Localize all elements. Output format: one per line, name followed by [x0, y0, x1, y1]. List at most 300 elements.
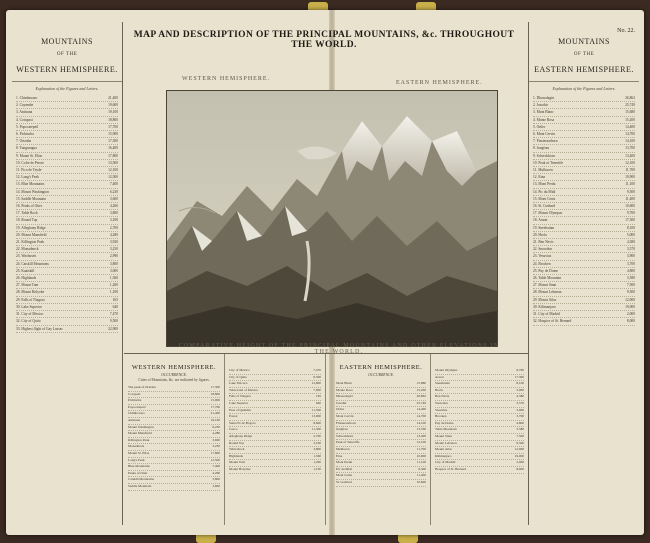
list-item [16, 289, 118, 296]
list-item [533, 246, 635, 253]
eastern-table-rows [332, 381, 430, 487]
mountain-height: 17,300 [514, 374, 524, 379]
mountain-height: 11,500 [311, 407, 321, 412]
mountain-height: 9,500 [516, 440, 524, 445]
mountain-name: St. Gothard [336, 479, 352, 484]
mountain-height: 14,700 [625, 132, 635, 137]
mountain-name: 32. Hospice of St. Bernard [533, 319, 572, 324]
mountain-name: Sneehattan [435, 381, 450, 386]
mountain-name: Santa Fe de Bogota [229, 420, 256, 425]
mountain-height: 26,862 [416, 394, 426, 399]
mountain-name: 6. Pichincha [16, 132, 34, 137]
mountain-name: 31. City of Mexico [16, 312, 44, 317]
right-title-line1: MOUNTAINS [558, 37, 610, 46]
mountain-height: 3,700 [516, 414, 524, 419]
list-item [128, 477, 220, 484]
eastern-table-title: EASTERN HEMISPHERE. [339, 364, 423, 371]
mountain-height: 4,800 [626, 268, 635, 273]
mountain-name: 29. Falls of Niagara [16, 297, 45, 302]
mountain-height: 13,000 [311, 414, 321, 419]
mountain-height: 10,900 [416, 453, 426, 458]
mountain-height: 17,300 [108, 139, 118, 144]
list-item [16, 95, 118, 102]
mountain-name: Monte Rosa [336, 387, 353, 392]
mountain-height: 8,600 [313, 420, 321, 425]
mountain-name: Mont Blanc [336, 381, 353, 385]
list-item [533, 138, 635, 145]
list-item [336, 447, 426, 454]
list-item [435, 454, 524, 461]
mountain-height: 17,700 [108, 124, 118, 129]
mountain-name: Ben Nevis [435, 394, 450, 399]
mountain-name: Monadnock [128, 444, 145, 449]
mountain-height: 19,000 [625, 304, 635, 309]
mountain-height: 15,200 [416, 387, 426, 392]
western-table [124, 354, 225, 525]
list-item [16, 297, 118, 304]
plate-caption: COMPARATIVE HEIGHT OF THE PRINCIPAL MOUNTAINS AND OTHER ELEVATIONS IN THE WORLD. [178, 343, 500, 355]
list-item [16, 117, 118, 124]
mountain-height: 4,380 [626, 240, 635, 245]
mountain-height: 3,250 [212, 444, 220, 449]
mountain-height: 9,500 [626, 290, 635, 295]
mountain-height: 12,800 [311, 381, 321, 386]
mountain-name: 14. Mount Washington [16, 189, 49, 194]
mountain-name: 9. Mount St. Elias [16, 153, 43, 158]
mountain-name: 3. Mont Blanc [533, 110, 554, 115]
mountain-name: Round Top [229, 440, 245, 445]
list-item [16, 311, 118, 318]
list-item [336, 407, 426, 414]
mountain-name: Brocken [435, 414, 447, 419]
mountain-name: 9. Schreckhorn [533, 153, 555, 158]
mountain-name: Mont Cervin [336, 413, 354, 418]
list-item [16, 124, 118, 131]
mountain-name: 21. Ben Nevis [533, 240, 554, 245]
list-item [229, 381, 321, 388]
mountain-name: Vesuvius [435, 407, 448, 412]
list-item [229, 447, 321, 454]
mountain-height: 12,500 [108, 175, 118, 180]
list-item [128, 444, 220, 451]
list-item [336, 467, 426, 474]
list-item [128, 451, 220, 458]
mountain-name: Alleghany Ridge [229, 433, 253, 438]
mountain-height: 21,400 [108, 96, 118, 100]
mountain-height: 11,700 [416, 446, 426, 451]
list-item [16, 239, 118, 246]
right-explanation: Explanation of the Figures and Letters. [529, 81, 639, 91]
mountain-height: 3,800 [212, 477, 220, 482]
list-item [336, 427, 426, 434]
mountain-name: Mount Mansfield [128, 431, 152, 436]
list-item [533, 311, 635, 318]
list-item [533, 117, 635, 124]
list-item [336, 394, 426, 401]
list-item [128, 464, 220, 471]
list-item [16, 268, 118, 275]
mountain-height: 2,000 [516, 460, 524, 465]
mountain-name: Finsteraarhorn [336, 420, 356, 425]
list-item [533, 109, 635, 116]
list-item [229, 408, 321, 415]
atlas-spread [6, 10, 644, 535]
mountain-name: City of Quito [229, 374, 248, 379]
mountain-name: Ortler [336, 407, 345, 412]
list-item [533, 174, 635, 181]
mountain-height: 4,280 [109, 232, 118, 237]
mountain-height: 13,400 [625, 153, 635, 158]
mountain-name: Hospice of St. Bernard [435, 466, 467, 471]
mountain-height: 14,400 [625, 124, 635, 129]
mountain-name: City of Madrid [435, 460, 456, 465]
mountain-name: 21. Killington Peak [16, 240, 45, 245]
mountain-height: 9,700 [626, 211, 635, 216]
list-item [533, 304, 635, 311]
list-item [229, 454, 321, 461]
list-item [336, 440, 426, 447]
mountain-name: Lake Titicaca [229, 381, 248, 386]
mountain-height: 3,100 [313, 440, 321, 445]
right-title-line2: OF THE [573, 52, 595, 57]
mountain-name: Dhawalagiri [336, 394, 353, 399]
mountain-name: Jungfrau [336, 427, 348, 432]
mountain-height: 15,680 [625, 110, 635, 115]
mountain-name: Cotopaxi [128, 391, 141, 396]
mountain-name: Ararat [435, 374, 444, 379]
mountain-name: Blue Mountains [128, 464, 150, 469]
eastern-hemisphere-label: EASTERN HEMISPHERE. [396, 80, 483, 86]
left-title-line1: MOUNTAINS [41, 37, 93, 46]
list-item [16, 109, 118, 116]
mountain-name: Puy de Dome [435, 420, 454, 425]
mountain-height: 12,000 [625, 297, 635, 302]
mountain-name: Mount Sinai [435, 433, 452, 438]
mountain-height: 12,500 [210, 457, 220, 462]
western-mid-table [225, 354, 326, 525]
list-item [16, 232, 118, 239]
mountain-height: 165 [315, 394, 321, 399]
mountain-name: 6. Mont Cervin [533, 132, 556, 137]
list-item [533, 153, 635, 160]
mountain-name: 2. Jawahir [533, 103, 548, 108]
mountain-name: Falls of Niagara [229, 394, 251, 399]
list-item [16, 326, 118, 333]
mountain-height: 3,600 [109, 196, 118, 201]
list-item [229, 401, 321, 408]
list-item [16, 181, 118, 188]
list-item [16, 189, 118, 196]
list-item [128, 458, 220, 465]
mountain-name: Long's Peak [128, 457, 145, 462]
eastern-table-subtitle: OCCURRENCE. [368, 373, 394, 377]
mountain-height: 3,570 [626, 247, 635, 252]
list-item [229, 434, 321, 441]
right-mountain-list [529, 93, 639, 328]
mountain-name: Mulhacen [336, 446, 350, 451]
mountain-name: 12. Long's Peak [16, 175, 39, 180]
list-item [435, 388, 524, 395]
mountain-name: Mount Olympus [435, 368, 458, 372]
mountain-name: 4. Cotopaxi [16, 117, 33, 122]
mountain-height: 17,300 [210, 385, 220, 389]
mountain-height: 3,570 [516, 400, 524, 405]
mountain-name: Potosi [229, 414, 238, 419]
mountain-name: 10. Cofre de Perote [16, 160, 44, 165]
mountain-name: 7. Orizaba [16, 139, 31, 144]
mountain-name: Killington Peak [128, 437, 150, 442]
mountain-height: 19,600 [108, 103, 118, 108]
mountain-height: 4,800 [516, 420, 524, 425]
mountain-name: 18. Round Top [16, 218, 38, 223]
mountain-name: 23. Vesuvius [533, 254, 552, 259]
mountain-name: 24. Catskill Mountains [16, 261, 49, 266]
mountain-name: Lake Superior [229, 400, 249, 405]
right-column-title [529, 36, 639, 75]
mountain-height: 640 [315, 400, 321, 405]
mountain-height: 7,500 [516, 433, 524, 438]
mountain-height: 7,470 [313, 368, 321, 372]
list-item [533, 289, 635, 296]
mountain-height: 4,260 [212, 470, 220, 475]
list-item [533, 203, 635, 210]
mountain-height: 19,100 [108, 110, 118, 115]
mountain-name: 13. Mont Perdu [533, 182, 556, 187]
left-title-line3: WESTERN HEMISPHERE. [16, 65, 118, 74]
mountain-height: 17,800 [210, 450, 220, 455]
mountain-name: Kilimanjaro [435, 453, 452, 458]
mountain-height: 3,100 [109, 218, 118, 223]
list-item [16, 261, 118, 268]
page-title: MAP AND DESCRIPTION OF THE PRINCIPAL MOUNTAINS, &c. THROUGHOUT THE WORLD. [133, 30, 515, 50]
list-item [336, 460, 426, 467]
list-item [16, 138, 118, 145]
mountain-name: 5. Ortler [533, 124, 546, 129]
list-item [128, 418, 220, 425]
list-item [128, 405, 220, 412]
mountain-height: 1,100 [313, 466, 321, 471]
mountain-name: Mount Atlas [435, 447, 452, 452]
mountain-name: Hecla [435, 387, 443, 392]
mountain-height: 5,000 [516, 387, 524, 392]
eastern-right-table [431, 354, 528, 525]
western-mountains-column [12, 22, 123, 525]
list-item [16, 167, 118, 174]
mountain-height: 16,400 [108, 146, 118, 151]
list-item [435, 394, 524, 401]
mountain-name: 33. Highest flight of Gay Lussac [16, 326, 63, 331]
list-item [435, 467, 524, 474]
mountain-name: Mont Cenis [336, 473, 352, 478]
list-item [229, 388, 321, 395]
mountain-height: 8,100 [516, 381, 524, 386]
list-item [533, 167, 635, 174]
mountain-name: Schreckhorn [336, 433, 354, 438]
mountain-height: 7,400 [212, 464, 220, 469]
list-item [16, 304, 118, 311]
list-item [533, 181, 635, 188]
mountain-height: 3,580 [516, 427, 524, 432]
mountain-name: 24. Brocken [533, 261, 551, 266]
list-item [229, 414, 321, 421]
mountain-name: 5. Popocatepetl [16, 124, 39, 129]
list-item [435, 408, 524, 415]
eastern-right-table-rows [431, 368, 528, 474]
list-item [16, 160, 118, 167]
mountain-height: 3,250 [109, 247, 118, 252]
list-item [533, 318, 635, 325]
mountain-name: Pass of Quindiu [229, 407, 251, 412]
list-item [229, 368, 321, 375]
list-item [16, 203, 118, 210]
western-hemisphere-label: WESTERN HEMISPHERE. [182, 76, 270, 82]
list-item [533, 102, 635, 109]
list-item [435, 434, 524, 441]
mountain-name: Snowdon [435, 400, 448, 405]
list-item [16, 275, 118, 282]
list-item [229, 460, 321, 467]
mountain-name: Highlands [229, 453, 243, 458]
mountain-name: 16. Peaks of Otter [16, 204, 42, 209]
mountain-name: 18. Ararat [533, 218, 548, 223]
mountain-height: 18,800 [108, 117, 118, 122]
mountain-height: 5,000 [626, 232, 635, 237]
mountain-height: 1,560 [109, 276, 118, 281]
mountain-height: 2,700 [313, 433, 321, 438]
mountain-height: 4,280 [212, 431, 220, 436]
mountain-height: 14,100 [416, 420, 426, 425]
mountain-name: Etna [336, 453, 343, 458]
mountain-height: 9,500 [418, 466, 426, 471]
left-column-title [12, 36, 122, 75]
list-item [336, 480, 426, 487]
list-item [16, 102, 118, 109]
mountain-name: 31. City of Madrid [533, 312, 560, 317]
list-item [336, 381, 426, 388]
mountain-name: Peak of Teneriffe [336, 440, 360, 445]
list-item [128, 484, 220, 491]
mountain-height: 25,749 [416, 400, 426, 405]
mountain-height: 7,500 [626, 283, 635, 288]
mountain-name: Catskill Mountains [128, 477, 154, 482]
list-item [229, 427, 321, 434]
mountain-height: 7,400 [109, 182, 118, 187]
mountain-height: 3,800 [313, 447, 321, 452]
list-item [16, 210, 118, 217]
mountain-height: 8,000 [516, 466, 524, 471]
list-item [16, 282, 118, 289]
mountain-height: 11,400 [416, 473, 426, 478]
list-item [229, 467, 321, 474]
list-item [16, 246, 118, 253]
mountain-height: 17,300 [625, 218, 635, 223]
mountain-height: 14,100 [625, 139, 635, 144]
list-item [336, 414, 426, 421]
mountain-height: 3,920 [212, 437, 220, 442]
mountain-name: 4. Monte Rosa [533, 117, 555, 122]
mountain-height: 9,500 [313, 374, 321, 379]
list-item [16, 318, 118, 325]
mountain-height: 11,100 [625, 182, 635, 187]
mountain-height: 11,400 [625, 196, 635, 201]
mountain-height: 1,560 [313, 453, 321, 458]
mountain-name: 17. Mount Olympus [533, 211, 563, 216]
mountain-name: 11. Pico de Teyde [16, 168, 42, 173]
mountain-name: 1. Chimborazo [16, 96, 38, 100]
mountain-height: 2,700 [109, 225, 118, 230]
mountain-name: 15. Saddle Mountain [16, 196, 47, 201]
mountain-height: 3,920 [109, 240, 118, 245]
mountain-height: 3,900 [516, 407, 524, 412]
mountain-height: 3,580 [626, 276, 635, 281]
mountain-height: 7,470 [109, 312, 118, 317]
eastern-table [332, 354, 431, 525]
mountain-name: 7. Finsteraarhorn [533, 139, 558, 144]
mountain-name: Table Mountain [435, 427, 457, 432]
list-item [128, 411, 220, 418]
list-item [336, 454, 426, 461]
mountain-name: 20. Mount Mansfield [16, 232, 47, 237]
mountain-name: 30. Lake Superior [16, 304, 42, 309]
list-item [533, 124, 635, 131]
list-item [229, 421, 321, 428]
mountain-name: 8. Tunguragua [16, 146, 37, 151]
mountain-height: 14,700 [416, 413, 426, 418]
mountain-name: 30. Kilimanjaro [533, 304, 556, 309]
mountain-height: 10,600 [416, 479, 426, 484]
mountain-name: The peak of Orizaba [128, 385, 156, 389]
mountain-illustration [167, 91, 497, 346]
mountain-height: 4,260 [109, 204, 118, 209]
list-item [16, 253, 118, 260]
mountain-name: 3. Antisana [16, 110, 33, 115]
mountain-height: 13,500 [108, 160, 118, 165]
mountain-height: 25,749 [625, 103, 635, 108]
list-item [128, 471, 220, 478]
mountain-name: 29. Mount Atlas [533, 297, 557, 302]
western-table-note: Cities of Mountains, &c. are indicated by figures. [138, 378, 210, 382]
list-item [533, 225, 635, 232]
list-item [533, 210, 635, 217]
mountain-height: 12,100 [625, 160, 635, 165]
list-item [533, 189, 635, 196]
mountain-name: 22. Monadnock [16, 247, 39, 252]
mountain-height: 26,862 [625, 96, 635, 100]
list-item [533, 145, 635, 152]
mountain-height: 15,900 [108, 132, 118, 137]
list-item [336, 401, 426, 408]
list-item [533, 131, 635, 138]
list-item [533, 261, 635, 268]
mountain-name: Mount Washington [128, 424, 154, 429]
list-item [16, 196, 118, 203]
mountain-height: 13,700 [625, 146, 635, 151]
list-item [229, 441, 321, 448]
mountain-height: 18,800 [210, 391, 220, 396]
mountain-height: 9,700 [516, 368, 524, 372]
list-item [128, 438, 220, 445]
mountain-height: 15,900 [210, 398, 220, 403]
mountain-height: 3,000 [109, 268, 118, 273]
list-item [435, 460, 524, 467]
mountain-name: Cuzco [229, 427, 238, 432]
mountain-name: 11. Mulhacen [533, 168, 553, 173]
list-item [16, 225, 118, 232]
mountain-name: 25. Kaatskill [16, 268, 35, 273]
list-item [16, 145, 118, 152]
mountain-name: Mount Tom [229, 460, 245, 465]
list-item [128, 398, 220, 405]
